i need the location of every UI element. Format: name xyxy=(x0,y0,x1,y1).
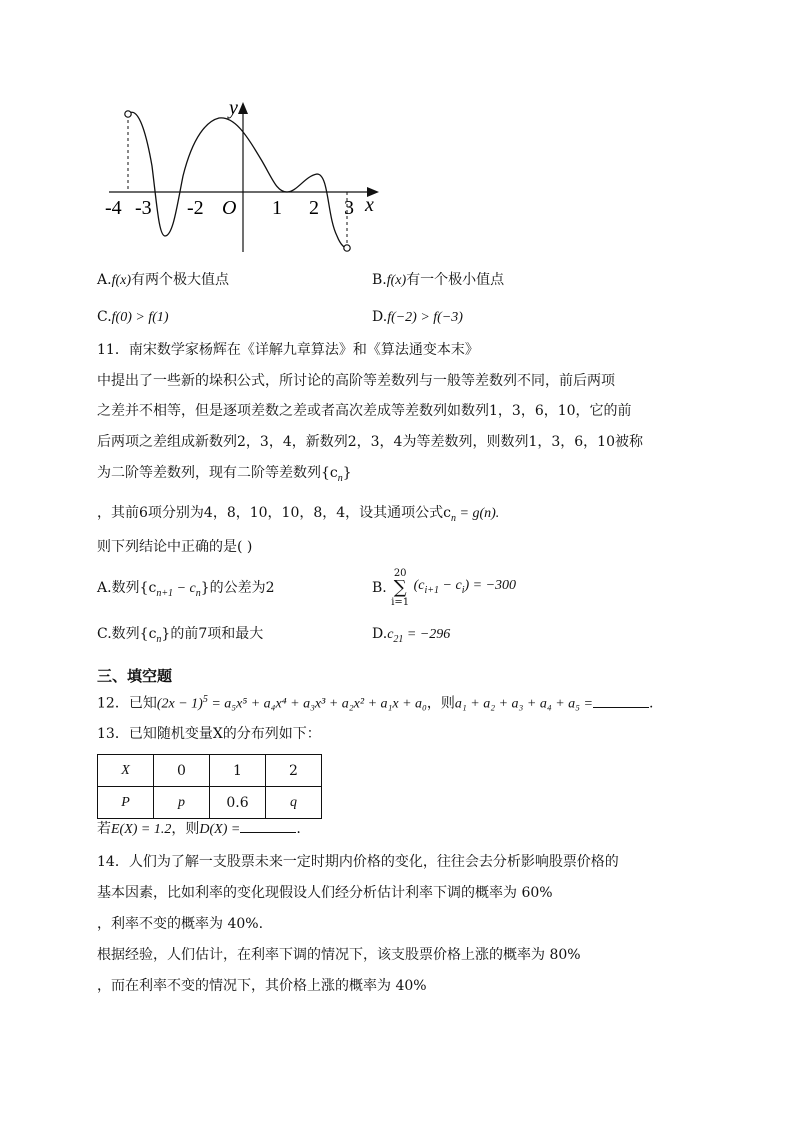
open-endpoint-left xyxy=(125,111,131,117)
distribution-table xyxy=(97,754,322,819)
x-axis-label: x xyxy=(365,194,374,216)
table-row xyxy=(98,787,322,819)
function-graph xyxy=(97,96,387,256)
origin-label: O xyxy=(222,197,237,219)
table-row xyxy=(98,755,322,787)
x-tick-label: 2 xyxy=(309,197,319,219)
q13-intro: 13．已知随机变量X的分布列如下： xyxy=(97,726,321,742)
q11-line-5: 为二阶等差数列，现有二阶等差数列$\{c_n\}$ xyxy=(97,465,352,484)
table-cell: 2 xyxy=(266,755,322,787)
x-tick-label: 3 xyxy=(344,197,354,219)
q13-question: 若E(X) = 1.2，则D(X) = . xyxy=(97,818,301,840)
x-tick-label: -4 xyxy=(105,197,122,219)
x-tick-label: 1 xyxy=(272,197,282,219)
q14-line-2: 基本因素，比如利率的变化现假设人们经分析估计利率下调的概率为 60% xyxy=(97,885,553,901)
q11-option-c: C.数列$\{c_n\}$的前7项和最大 xyxy=(97,626,264,645)
q14-line-1: 14．人们为了解一支股票未来一定时期内价格的变化，往往会去分析影响股票价格的 xyxy=(97,854,619,870)
x-tick-label: -2 xyxy=(187,197,204,219)
q11-line-4: 后两项之差组成新数列2，3，4，新数列2，3，4为等差数列，则数列1，3，6，10被称 xyxy=(97,434,643,450)
table-cell: 0.6 xyxy=(210,787,266,819)
table-cell: P xyxy=(98,787,154,819)
q11-line-3: 之差并不相等，但是逐项差数之差或者高次差成等差数列如数列1，3，6，10，它的前 xyxy=(97,403,632,419)
q10-option-d: D.f(−2) > f(−3) xyxy=(372,309,463,325)
q11-line-1: 11．南宋数学家杨辉在《详解九章算法》和《算法通变本末》 xyxy=(97,342,479,358)
q14-line-5: ，而在利率不变的情况下，其价格上涨的概率为 40% xyxy=(97,978,427,994)
q11-line-6: ，其前6项分别为4，8，10，10，8，4，设其通项公式$c_n = g(n)$. xyxy=(97,505,500,524)
table-cell: X xyxy=(98,755,154,787)
table-cell: q xyxy=(266,787,322,819)
q14-line-4: 根据经验，人们估计，在利率下调的情况下，该支股票价格上涨的概率为 80% xyxy=(97,947,581,963)
open-endpoint-right xyxy=(344,245,350,251)
q11-option-a: A.数列$\{c_{n+1} - c_n\}$的公差为2 xyxy=(97,580,275,599)
q10-option-c: C.f(0) > f(1) xyxy=(97,309,169,325)
q11-option-b: B. 20 ∑ i=1 $(c_{i+1} - c_i) = -300$ xyxy=(372,568,517,608)
q13-answer-blank[interactable] xyxy=(240,818,296,833)
table-cell: 0 xyxy=(154,755,210,787)
x-tick-label: -3 xyxy=(135,197,152,219)
q12: 12．已知$(2x - 1)^5 = a_5x^5 + a_4x^4 + a_3x^3 + a_2x^2 + a_1x + a_0$，则a₁ + a₂ + a₃ + a₄ + a₅ = . xyxy=(97,694,654,712)
table-cell: 1 xyxy=(210,755,266,787)
section-title: 三、填空题 xyxy=(97,667,173,685)
q14-line-3: ，利率不变的概率为 40%. xyxy=(97,916,264,932)
q10-option-b: B.f(x)有一个极小值点 xyxy=(372,272,505,288)
q11-line-7: 则下列结论中正确的是( ) xyxy=(97,539,253,555)
q12-answer-blank[interactable] xyxy=(593,693,649,708)
q10-option-a: A.f(x)有两个极大值点 xyxy=(97,272,229,288)
q11-line-2: 中提出了一些新的垛积公式，所讨论的高阶等差数列与一般等差数列不同，前后两项 xyxy=(97,373,615,389)
table-cell: p xyxy=(154,787,210,819)
function-curve xyxy=(128,112,347,248)
y-axis-arrow-icon xyxy=(238,102,248,114)
q11-option-d: $D.c_{21} = -296$ xyxy=(372,626,451,645)
y-axis-label: y xyxy=(229,97,238,119)
